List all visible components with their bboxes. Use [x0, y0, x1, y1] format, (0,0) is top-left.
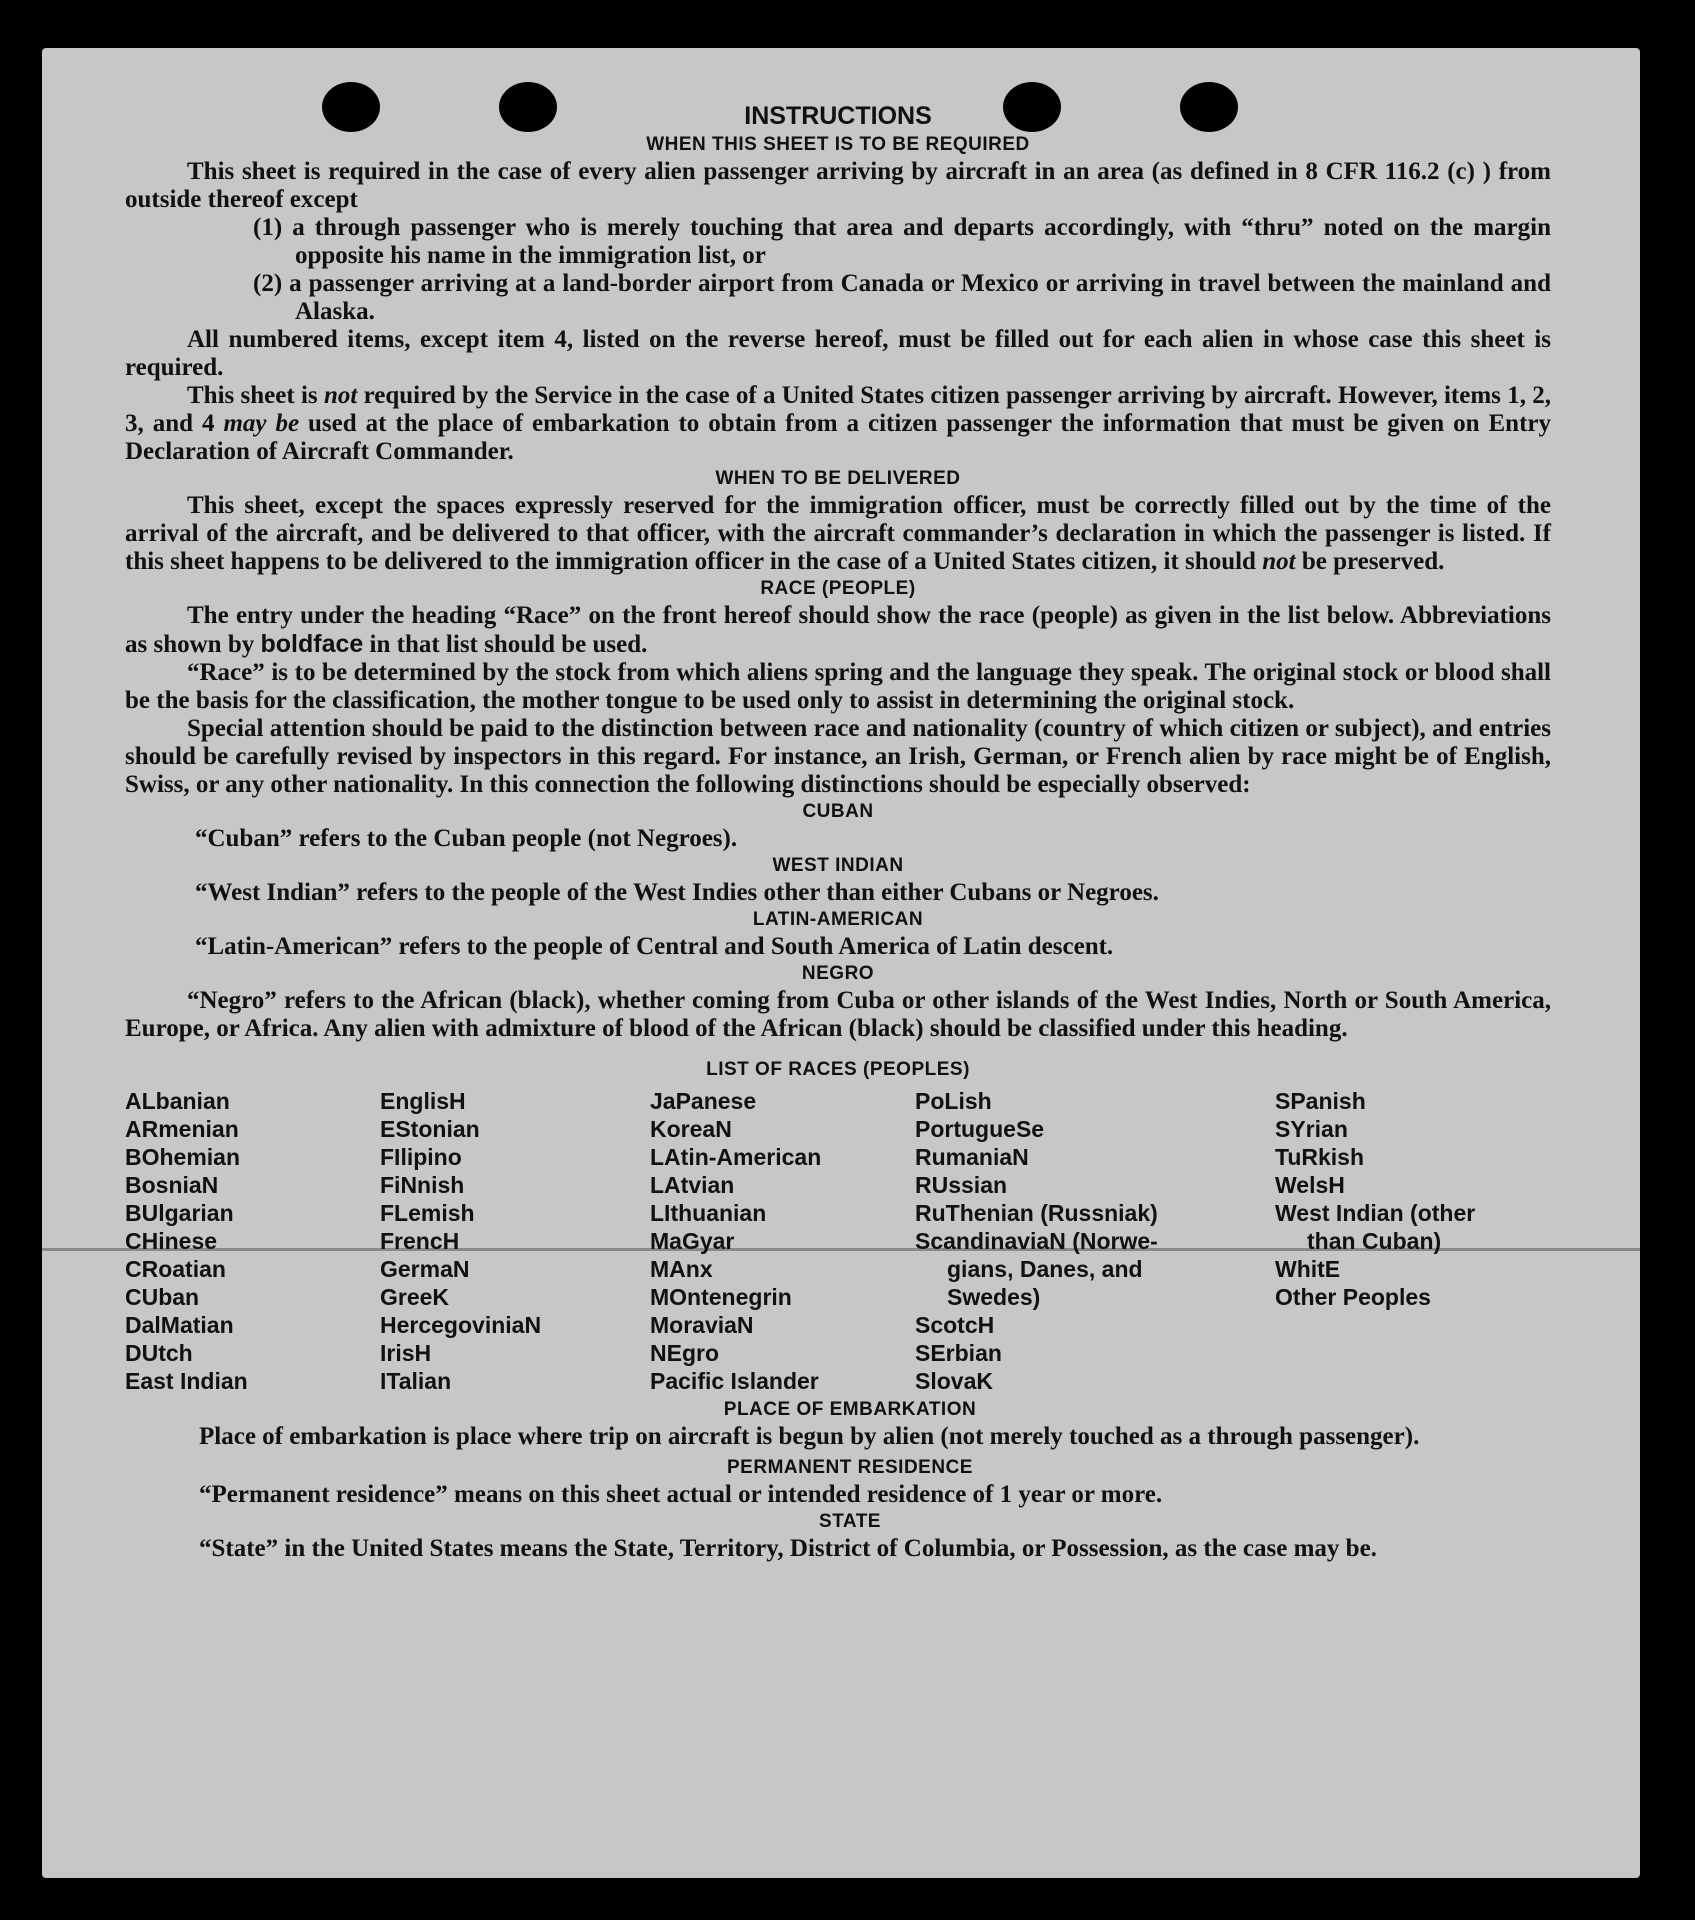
races-column-5 — [1275, 1087, 1551, 1395]
negro-text: “Negro” refers to the African (black), whether coming from Cuba or other islands of the West Indies, North or South America, Europe, or Africa. Any alien with admixture of blood of the African (black) should be classified under this heading. — [125, 987, 1551, 1042]
heading-permanent-residence: PERMANENT RESIDENCE — [727, 1457, 973, 1478]
race-entry: RumaniaN — [915, 1144, 1029, 1170]
race-entry-continuation: gians, Danes, and — [947, 1256, 1143, 1282]
race-entry: FIlipino — [380, 1144, 462, 1170]
race-entry: DalMatian — [125, 1312, 234, 1338]
race-entry-continuation: than Cuban) — [1307, 1228, 1442, 1254]
heading-negro: NEGRO — [801, 963, 875, 984]
race-entry: NEgro — [650, 1340, 719, 1366]
race-entry: West Indian (other — [1275, 1200, 1476, 1226]
race-entry: GreeK — [380, 1284, 450, 1310]
race-entry: LAtvian — [650, 1172, 735, 1198]
page-title: INSTRUCTIONS — [744, 102, 932, 130]
latin-american-text: “Latin-American” refers to the people of Central and South America of Latin descent. — [195, 933, 1114, 960]
race-paragraph-2: “Race” is to be determined by the stock from which aliens spring and the language they speak. The original stock or blood shall be the basis for the classification, the mother tongue to be used only to assist in determining the original stock. — [125, 659, 1551, 714]
heading-state: STATE — [819, 1511, 881, 1532]
race-entry: EStonian — [380, 1116, 480, 1142]
heading-west-indian: WEST INDIAN — [772, 855, 904, 876]
race-entry: ALbanian — [125, 1088, 230, 1114]
race-entry: SErbian — [915, 1340, 1002, 1366]
race-entry: ScandinaviaN (Norwe- — [915, 1228, 1158, 1254]
races-list — [125, 1087, 1551, 1395]
races-column-4 — [915, 1087, 1275, 1395]
race-entry-continuation: Swedes) — [947, 1284, 1041, 1310]
heading-when-required: WHEN THIS SHEET IS TO BE REQUIRED — [646, 134, 1030, 155]
races-column-1 — [125, 1087, 380, 1395]
race-entry: BosniaN — [125, 1172, 219, 1198]
race-entry: CUban — [125, 1284, 200, 1310]
race-paragraph-1: The entry under the heading “Race” on the front hereof should show the race (people) as given in the list below. Abbreviations as shown by boldface in that list should be used. — [125, 602, 1551, 658]
document-page — [42, 48, 1640, 1878]
race-entry: HercegoviniaN — [380, 1312, 542, 1338]
instructions-body — [125, 102, 1551, 1563]
required-paragraph: This sheet is required in the case of every alien passenger arriving by aircraft in an area (as defined in 8 CFR 116.2 (c) ) from outside thereof except — [125, 158, 1551, 213]
race-entry: JaPanese — [650, 1088, 757, 1114]
race-entry: WelsH — [1275, 1172, 1345, 1198]
race-entry: ARmenian — [125, 1116, 239, 1142]
race-entry: ScotcH — [915, 1312, 995, 1338]
heading-latin-american: LATIN-AMERICAN — [752, 909, 924, 930]
race-entry: GermaN — [380, 1256, 470, 1282]
heading-when-delivered: WHEN TO BE DELIVERED — [715, 468, 961, 489]
race-entry: DUtch — [125, 1340, 193, 1366]
race-entry: Pacific Islander — [650, 1368, 819, 1394]
race-entry: CHinese — [125, 1228, 218, 1254]
race-entry: SPanish — [1275, 1088, 1366, 1114]
exception-item-2: (2) a passenger arriving at a land-border airport from Canada or Mexico or arriving in travel between the mainland and Alaska. — [253, 270, 1551, 325]
citizen-paragraph: This sheet is not required by the Service in the case of a United States citizen passenger arriving by aircraft. However, items 1, 2, 3, and 4 may be used at the place of embarkation to obtain from a citizen passenger the information that must be given on Entry Declaration of Aircraft Commander. — [125, 382, 1551, 465]
race-entry: PoLish — [915, 1088, 992, 1114]
race-entry: CRoatian — [125, 1256, 226, 1282]
heading-embarkation: PLACE OF EMBARKATION — [723, 1399, 977, 1420]
race-entry: ITalian — [380, 1368, 452, 1394]
embarkation-text: Place of embarkation is place where trip on aircraft is begun by alien (not merely touched as a through passenger). — [199, 1423, 1420, 1450]
race-entry: RUssian — [915, 1172, 1008, 1198]
race-entry: SYrian — [1275, 1116, 1348, 1142]
race-entry: SlovaK — [915, 1368, 993, 1394]
race-entry: FrencH — [380, 1228, 460, 1254]
race-entry: LIthuanian — [650, 1200, 767, 1226]
lower-sections — [125, 1397, 1563, 1563]
race-entry: KoreaN — [650, 1116, 732, 1142]
heading-list-of-races: LIST OF RACES (PEOPLES) — [706, 1059, 970, 1080]
race-entry: MOntenegrin — [650, 1284, 792, 1310]
numbered-items-paragraph: All numbered items, except item 4, listed on the reverse hereof, must be filled out for each alien in whose case this sheet is required. — [125, 326, 1551, 381]
races-column-3 — [650, 1087, 915, 1395]
race-paragraph-3: Special attention should be paid to the distinction between race and nationality (country of which citizen or subject), and entries should be carefully revised by inspectors in this regard. For instance, an Irish, German, or French alien by race might be of English, Swiss, or any other nationality. In this connection the following distinctions should be especially observed: — [125, 715, 1551, 798]
delivery-paragraph: This sheet, except the spaces expressly reserved for the immigration officer, must be correctly filled out by the time of the arrival of the aircraft, and be delivered to that officer, with the aircraft commander’s declaration in which the passenger is listed. If this sheet happens to be delivered to the immigration officer in the case of a United States citizen, it should not be preserved. — [125, 492, 1551, 575]
west-indian-text: “West Indian” refers to the people of the West Indies other than either Cubans or Negroes. — [195, 879, 1159, 906]
exception-item-1: (1) a through passenger who is merely touching that area and departs accordingly, with “thru” noted on the margin opposite his name in the immigration list, or — [253, 214, 1551, 269]
race-entry: TuRkish — [1275, 1144, 1365, 1170]
cuban-text: “Cuban” refers to the Cuban people (not Negroes). — [195, 825, 738, 852]
race-entry: IrisH — [380, 1340, 432, 1366]
race-entry: RuThenian (Russniak) — [915, 1200, 1158, 1226]
race-entry: FLemish — [380, 1200, 475, 1226]
race-entry: FiNnish — [380, 1172, 465, 1198]
race-entry: EnglisH — [380, 1088, 466, 1114]
heading-cuban: CUBAN — [802, 801, 874, 822]
heading-race: RACE (PEOPLE) — [760, 578, 916, 599]
residence-text: “Permanent residence” means on this sheet actual or intended residence of 1 year or more. — [199, 1481, 1163, 1508]
race-entry: BOhemian — [125, 1144, 241, 1170]
state-text: “State” in the United States means the State, Territory, District of Columbia, or Possession, as the case may be. — [199, 1535, 1377, 1562]
race-entry: MAnx — [650, 1256, 713, 1282]
race-entry: WhitE — [1275, 1256, 1341, 1282]
race-entry: East Indian — [125, 1368, 248, 1394]
races-column-2 — [380, 1087, 650, 1395]
race-entry: MaGyar — [650, 1228, 735, 1254]
race-entry: Other Peoples — [1275, 1284, 1431, 1310]
race-entry: PortugueSe — [915, 1116, 1045, 1142]
race-entry: MoraviaN — [650, 1312, 754, 1338]
race-entry: LAtin-American — [650, 1144, 822, 1170]
race-entry: BUlgarian — [125, 1200, 234, 1226]
